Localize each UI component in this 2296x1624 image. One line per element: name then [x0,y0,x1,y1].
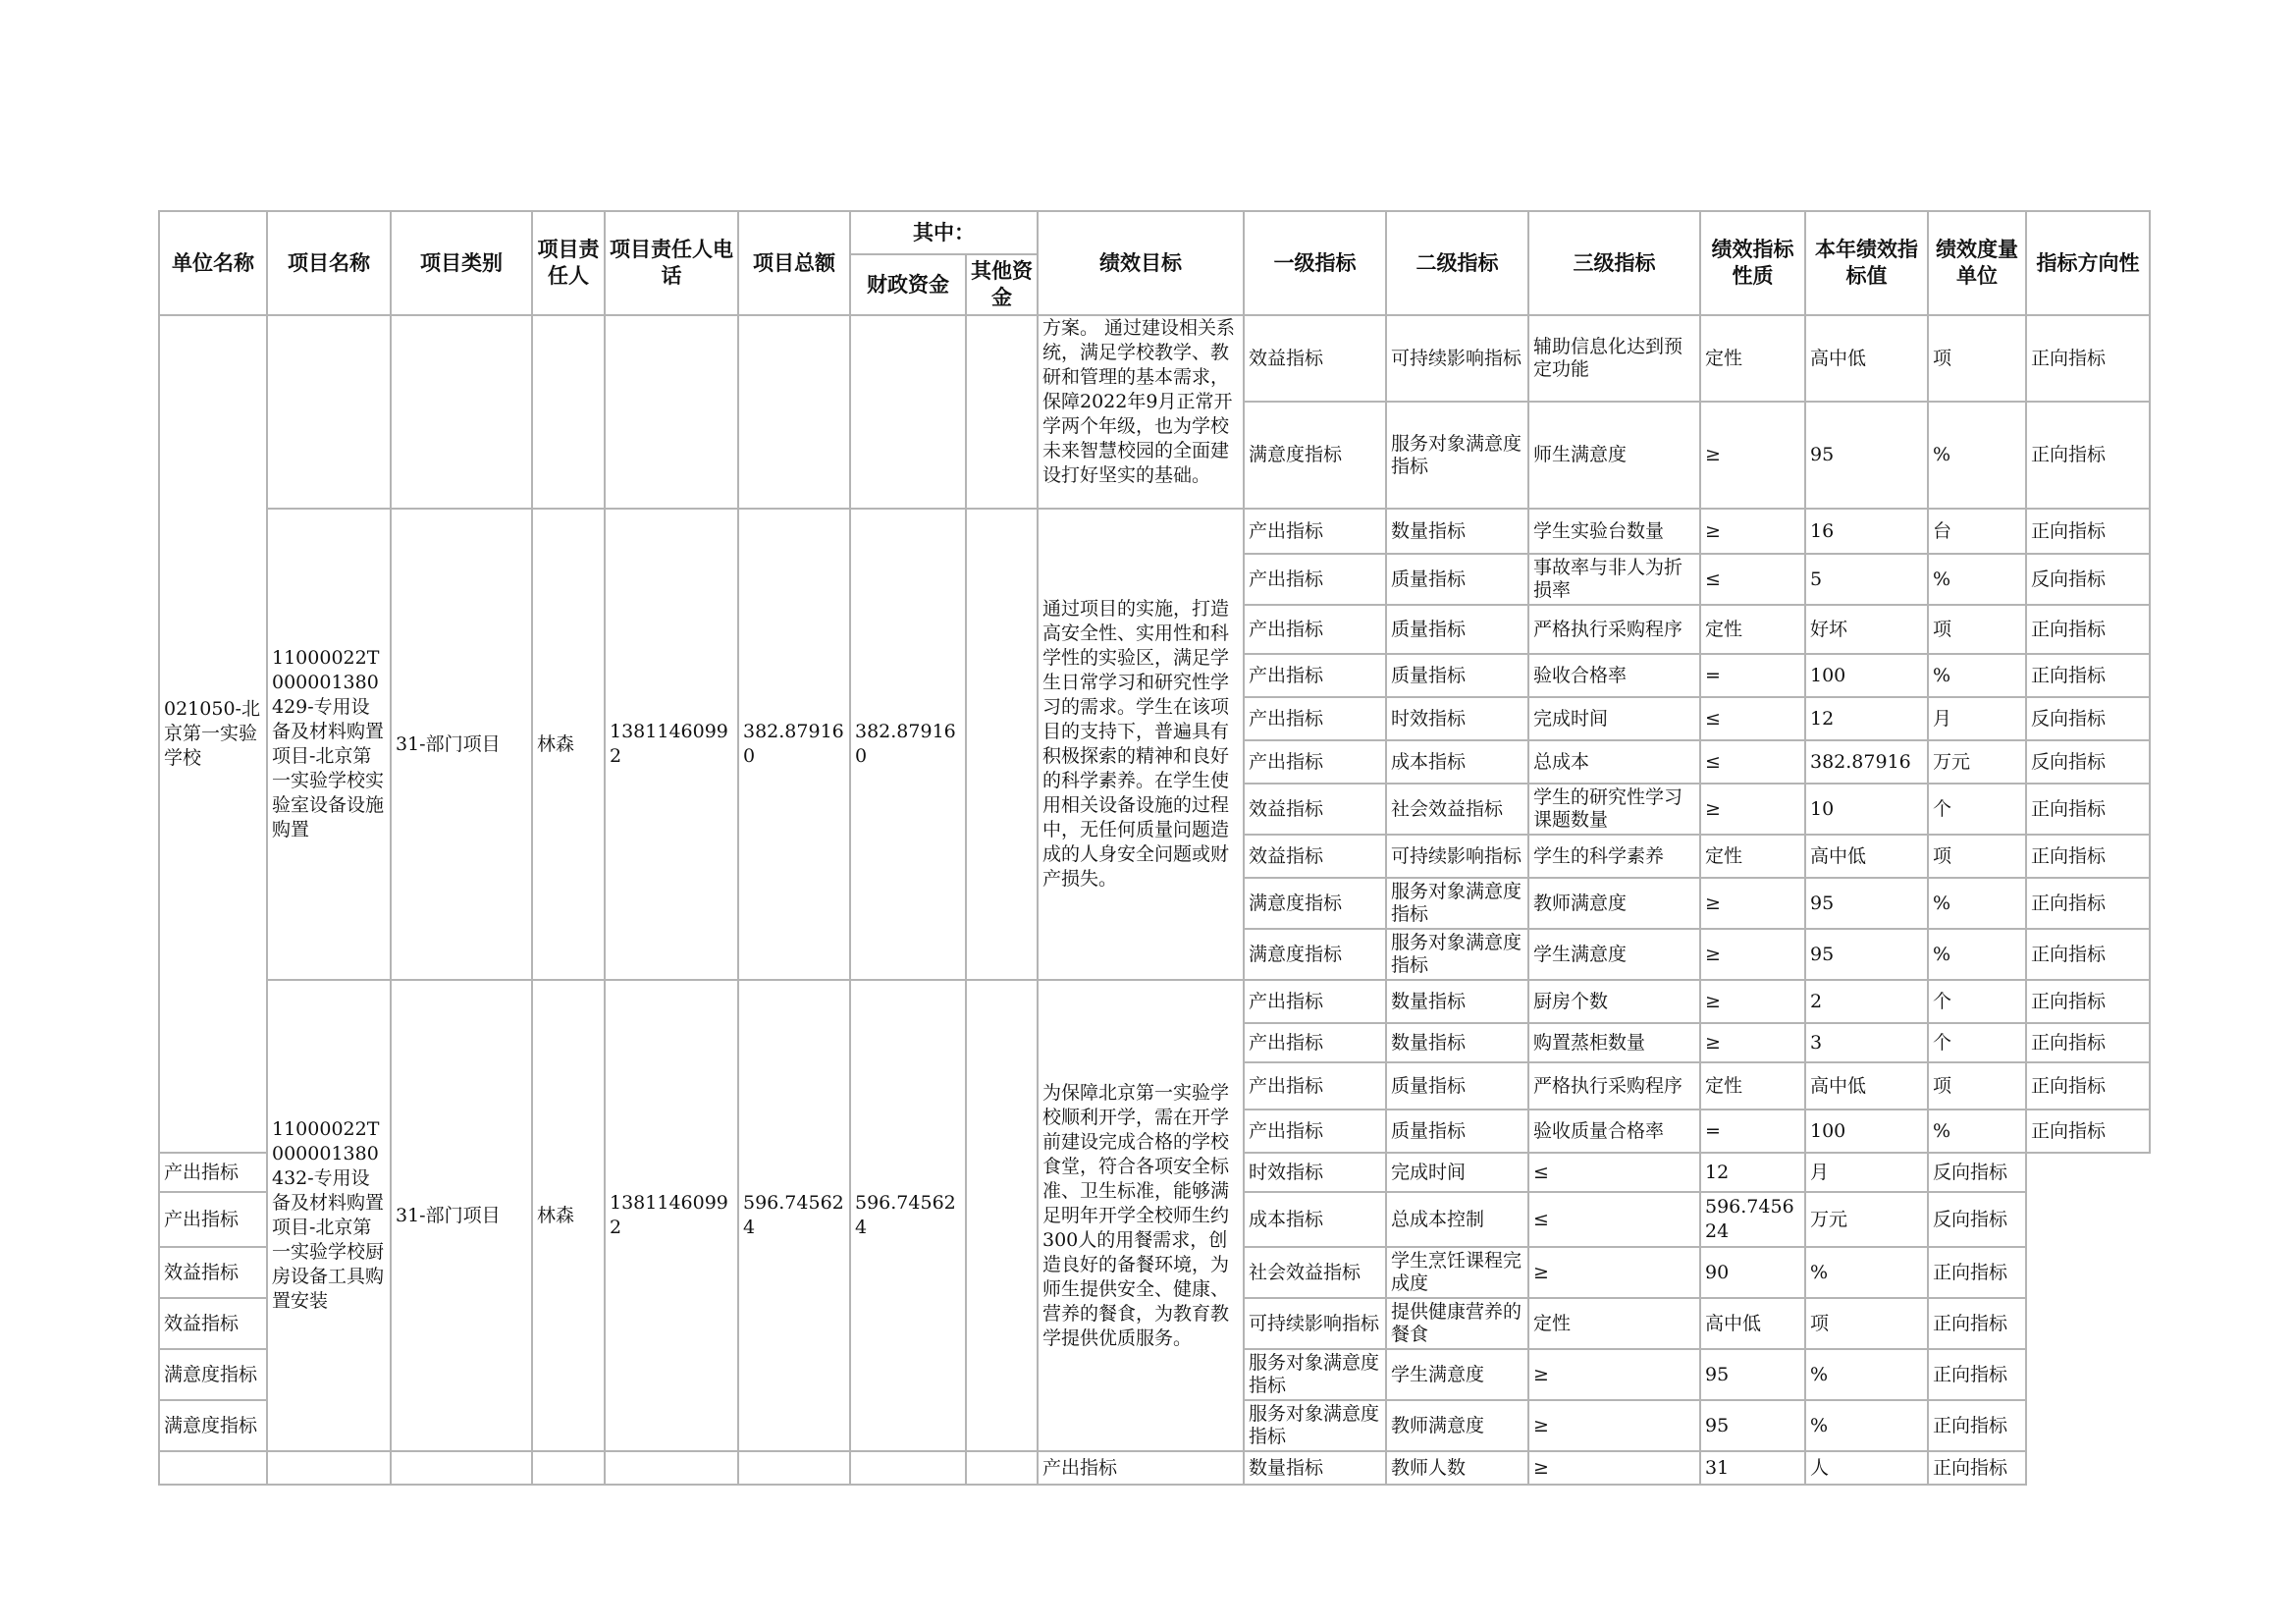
direction-cell: 正向指标 [2026,980,2150,1023]
goal-cell: 方案。 通过建设相关系统，满足学校教学、教研和管理的基本需求，保障2022年9月正常开学两个年级，也为学校未来智慧校园的全面建设打好坚实的基础。 [1038,315,1244,509]
project-name-cell [159,1451,267,1485]
direction-cell: 正向指标 [1928,1247,2026,1298]
unit-cell: 项 [1928,835,2026,878]
other-cell [966,509,1038,980]
level2-cell: 成本指标 [1386,740,1528,784]
table-row [159,1451,2150,1485]
total-cell [605,1451,738,1485]
header-project-name: 项目名称 [267,211,391,315]
value-cell: 31 [1700,1451,1805,1485]
level1-cell: 效益指标 [1244,835,1386,878]
nature-cell: 定性 [1700,315,1805,402]
level2-cell: 质量指标 [1386,605,1528,654]
level1-cell: 效益指标 [1244,315,1386,402]
level3-cell: 厨房个数 [1528,980,1700,1023]
unit-cell: 月 [1928,697,2026,740]
direction-cell: 正向指标 [2026,315,2150,402]
level2-cell: 可持续影响指标 [1244,1298,1386,1349]
level3-cell: 验收合格率 [1528,654,1700,697]
level2-cell: 可持续影响指标 [1386,835,1528,878]
nature-cell: ≤ [1528,1153,1700,1192]
direction-cell: 正向指标 [2026,402,2150,509]
direction-cell: 反向指标 [1928,1192,2026,1247]
direction-cell: 反向指标 [1928,1153,2026,1192]
level2-cell: 可持续影响指标 [1386,315,1528,402]
header-other: 其他资金 [966,254,1038,315]
owner-cell [532,315,605,509]
level2-cell: 时效指标 [1386,697,1528,740]
value-cell: 好坏 [1805,605,1928,654]
level2-cell: 数量指标 [1244,1451,1386,1485]
project-type-cell: 31-部门项目 [391,509,532,980]
value-cell: 高中低 [1805,835,1928,878]
unit-cell: 个 [1928,784,2026,835]
unit-cell: % [1805,1247,1928,1298]
value-cell: 382.87916 [1805,740,1928,784]
level1-cell: 效益指标 [159,1247,267,1298]
unit-cell: 人 [1805,1451,1928,1485]
nature-cell: ≤ [1700,697,1805,740]
table-row [159,315,2150,402]
level3-cell: 教师满意度 [1528,878,1700,929]
fiscal-cell [850,315,966,509]
level3-cell: 学生的研究性学习课题数量 [1528,784,1700,835]
level1-cell: 产出指标 [1244,1062,1386,1110]
direction-cell: 正向指标 [2026,929,2150,980]
header-level1: 一级指标 [1244,211,1386,315]
direction-cell: 反向指标 [2026,740,2150,784]
unit-cell: 月 [1805,1153,1928,1192]
level3-cell: 教师满意度 [1386,1400,1528,1451]
header-goal: 绩效目标 [1038,211,1244,315]
unit-cell: % [1805,1349,1928,1400]
header-value: 本年绩效指标值 [1805,211,1928,315]
level3-cell: 总成本 [1528,740,1700,784]
value-cell: 95 [1805,402,1928,509]
phone-cell: 13811460992 [605,980,738,1451]
level3-cell: 总成本控制 [1386,1192,1528,1247]
level2-cell: 服务对象满意度指标 [1386,402,1528,509]
header-direction: 指标方向性 [2026,211,2150,315]
unit-cell: 项 [1805,1298,1928,1349]
direction-cell: 正向指标 [2026,654,2150,697]
direction-cell: 正向指标 [2026,1023,2150,1062]
phone-cell [605,315,738,509]
unit-cell: % [1928,878,2026,929]
phone-cell: 13811460992 [605,509,738,980]
level2-cell: 数量指标 [1386,980,1528,1023]
level1-cell: 效益指标 [1244,784,1386,835]
value-cell: 100 [1805,1110,1928,1153]
level1-cell: 产出指标 [159,1153,267,1192]
header-level3: 三级指标 [1528,211,1700,315]
total-cell: 382.879160 [738,509,850,980]
nature-cell: = [1700,654,1805,697]
owner-cell: 林森 [532,980,605,1451]
value-cell: 596.745624 [1700,1192,1805,1247]
level3-cell: 学生满意度 [1386,1349,1528,1400]
unit-cell: 个 [1928,980,2026,1023]
value-cell: 高中低 [1805,1062,1928,1110]
value-cell: 3 [1805,1023,1928,1062]
level1-cell: 满意度指标 [159,1400,267,1451]
unit-cell: 台 [1928,509,2026,554]
nature-cell: 定性 [1700,1062,1805,1110]
header-nature: 绩效指标性质 [1700,211,1805,315]
fiscal-cell: 382.879160 [850,509,966,980]
project-type-cell: 31-部门项目 [391,980,532,1451]
level2-cell: 数量指标 [1386,509,1528,554]
level3-cell: 提供健康营养的餐食 [1386,1298,1528,1349]
value-cell: 高中低 [1700,1298,1805,1349]
goal-cell: 为保障北京第一实验学校顺利开学，需在开学前建设完成合格的学校食堂，符合各项安全标准、卫生标准，能够满足明年开学全校师生约300人的用餐需求，创造良好的备餐环境，为师生提供安全、健康、营养的餐食，为教育教学提供优质服务。 [1038,980,1244,1451]
value-cell: 95 [1700,1349,1805,1400]
nature-cell: ≥ [1700,929,1805,980]
value-cell: 12 [1805,697,1928,740]
level1-cell: 满意度指标 [1244,878,1386,929]
header-level2: 二级指标 [1386,211,1528,315]
level3-cell: 学生的科学素养 [1528,835,1700,878]
header-phone: 项目责任人电话 [605,211,738,315]
unit-cell: % [1928,402,2026,509]
nature-cell: 定性 [1700,605,1805,654]
nature-cell: ≥ [1700,878,1805,929]
level2-cell: 质量指标 [1386,654,1528,697]
level2-cell: 服务对象满意度指标 [1386,878,1528,929]
value-cell: 10 [1805,784,1928,835]
level2-cell: 服务对象满意度指标 [1244,1349,1386,1400]
header-of-which: 其中： [850,211,1038,254]
level3-cell: 完成时间 [1386,1153,1528,1192]
level1-cell: 产出指标 [1244,740,1386,784]
table-row [159,509,2150,554]
direction-cell: 正向指标 [2026,1062,2150,1110]
project-name-cell: 11000022T000001380432-专用设备及材料购置项目-北京第一实验学校厨房设备工具购置安装 [267,980,391,1451]
direction-cell: 正向指标 [2026,509,2150,554]
level3-cell: 完成时间 [1528,697,1700,740]
header-owner: 项目责任人 [532,211,605,315]
header-project-type: 项目类别 [391,211,532,315]
level1-cell: 产出指标 [159,1192,267,1247]
level2-cell: 成本指标 [1244,1192,1386,1247]
project-type-cell [391,315,532,509]
value-cell: 2 [1805,980,1928,1023]
goal-cell [966,1451,1038,1485]
owner-cell [391,1451,532,1485]
fiscal-cell [738,1451,850,1485]
unit-cell: 项 [1928,315,2026,402]
level2-cell: 时效指标 [1244,1153,1386,1192]
direction-cell: 正向指标 [2026,1110,2150,1153]
unit-cell: % [1928,654,2026,697]
level3-cell: 严格执行采购程序 [1528,1062,1700,1110]
nature-cell: 定性 [1528,1298,1700,1349]
other-cell [966,315,1038,509]
level2-cell: 社会效益指标 [1386,784,1528,835]
level3-cell: 购置蒸柜数量 [1528,1023,1700,1062]
level2-cell: 服务对象满意度指标 [1244,1400,1386,1451]
unit-cell: % [1928,554,2026,605]
unit-cell: % [1928,929,2026,980]
level1-cell: 产出指标 [1244,980,1386,1023]
level3-cell: 验收质量合格率 [1528,1110,1700,1153]
level3-cell: 学生实验台数量 [1528,509,1700,554]
unit-cell: 万元 [1928,740,2026,784]
unit-cell: 项 [1928,1062,2026,1110]
nature-cell: ≥ [1700,509,1805,554]
direction-cell: 正向指标 [2026,835,2150,878]
level2-cell: 数量指标 [1386,1023,1528,1062]
nature-cell: = [1700,1110,1805,1153]
header-total: 项目总额 [738,211,850,315]
level3-cell: 辅助信息化达到预定功能 [1528,315,1700,402]
fiscal-cell: 596.745624 [850,980,966,1451]
value-cell: 高中低 [1805,315,1928,402]
nature-cell: ≥ [1528,1400,1700,1451]
direction-cell: 反向指标 [2026,697,2150,740]
level3-cell: 学生烹饪课程完成度 [1386,1247,1528,1298]
direction-cell: 正向指标 [1928,1451,2026,1485]
unit-name-cell: 021050-北京第一实验学校 [159,315,267,1153]
level1-cell: 产出指标 [1244,554,1386,605]
direction-cell: 反向指标 [2026,554,2150,605]
goal-cell: 通过项目的实施，打造高安全性、实用性和科学性的实验区，满足学生日常学习和研究性学习的需求。学生在该项目的支持下，普遍具有积极探索的精神和良好的科学素养。在学生使用相关设备设施的过程中，无任何质量问题造成的人身安全问题或财产损失。 [1038,509,1244,980]
nature-cell: ≥ [1528,1247,1700,1298]
level3-cell: 严格执行采购程序 [1528,605,1700,654]
level1-cell: 产出指标 [1244,509,1386,554]
value-cell: 12 [1700,1153,1805,1192]
owner-cell: 林森 [532,509,605,980]
level2-cell: 质量指标 [1386,554,1528,605]
nature-cell: ≤ [1700,554,1805,605]
level1-cell: 产出指标 [1244,654,1386,697]
level1-cell: 满意度指标 [1244,929,1386,980]
phone-cell [532,1451,605,1485]
other-cell [850,1451,966,1485]
level2-cell: 服务对象满意度指标 [1386,929,1528,980]
level2-cell: 社会效益指标 [1244,1247,1386,1298]
header-measure-unit: 绩效度量单位 [1928,211,2026,315]
unit-cell: % [1928,1110,2026,1153]
total-cell: 596.745624 [738,980,850,1451]
header-unit-name: 单位名称 [159,211,267,315]
unit-cell: 万元 [1805,1192,1928,1247]
level2-cell: 质量指标 [1386,1062,1528,1110]
value-cell: 95 [1700,1400,1805,1451]
direction-cell: 正向指标 [2026,784,2150,835]
level1-cell: 产出指标 [1244,1110,1386,1153]
unit-cell: % [1805,1400,1928,1451]
level1-cell: 产出指标 [1038,1451,1244,1485]
unit-cell: 个 [1928,1023,2026,1062]
level3-cell: 师生满意度 [1528,402,1700,509]
level3-cell: 教师人数 [1386,1451,1528,1485]
value-cell: 95 [1805,878,1928,929]
nature-cell: ≥ [1700,784,1805,835]
unit-cell: 项 [1928,605,2026,654]
nature-cell: ≥ [1700,1023,1805,1062]
direction-cell: 正向指标 [1928,1349,2026,1400]
nature-cell: 定性 [1700,835,1805,878]
level1-cell: 产出指标 [1244,1023,1386,1062]
value-cell: 90 [1700,1247,1805,1298]
nature-cell: ≥ [1700,402,1805,509]
project-name-cell [267,315,391,509]
performance-table [158,210,2151,1486]
level3-cell: 事故率与非人为折损率 [1528,554,1700,605]
direction-cell: 正向指标 [1928,1400,2026,1451]
nature-cell: ≥ [1528,1451,1700,1485]
direction-cell: 正向指标 [2026,605,2150,654]
value-cell: 100 [1805,654,1928,697]
header-fiscal: 财政资金 [850,254,966,315]
level1-cell: 产出指标 [1244,605,1386,654]
project-name-cell: 11000022T000001380429-专用设备及材料购置项目-北京第一实验学校实验室设备设施购置 [267,509,391,980]
level1-cell: 满意度指标 [1244,402,1386,509]
total-cell [738,315,850,509]
value-cell: 95 [1805,929,1928,980]
nature-cell: ≤ [1700,740,1805,784]
level1-cell: 产出指标 [1244,697,1386,740]
direction-cell: 正向指标 [1928,1298,2026,1349]
nature-cell: ≥ [1700,980,1805,1023]
value-cell: 16 [1805,509,1928,554]
nature-cell: ≤ [1528,1192,1700,1247]
level3-cell: 学生满意度 [1528,929,1700,980]
table-row [159,980,2150,1023]
level1-cell: 效益指标 [159,1298,267,1349]
other-cell [966,980,1038,1451]
nature-cell: ≥ [1528,1349,1700,1400]
level1-cell: 满意度指标 [159,1349,267,1400]
value-cell: 5 [1805,554,1928,605]
direction-cell: 正向指标 [2026,878,2150,929]
level2-cell: 质量指标 [1386,1110,1528,1153]
project-type-cell [267,1451,391,1485]
